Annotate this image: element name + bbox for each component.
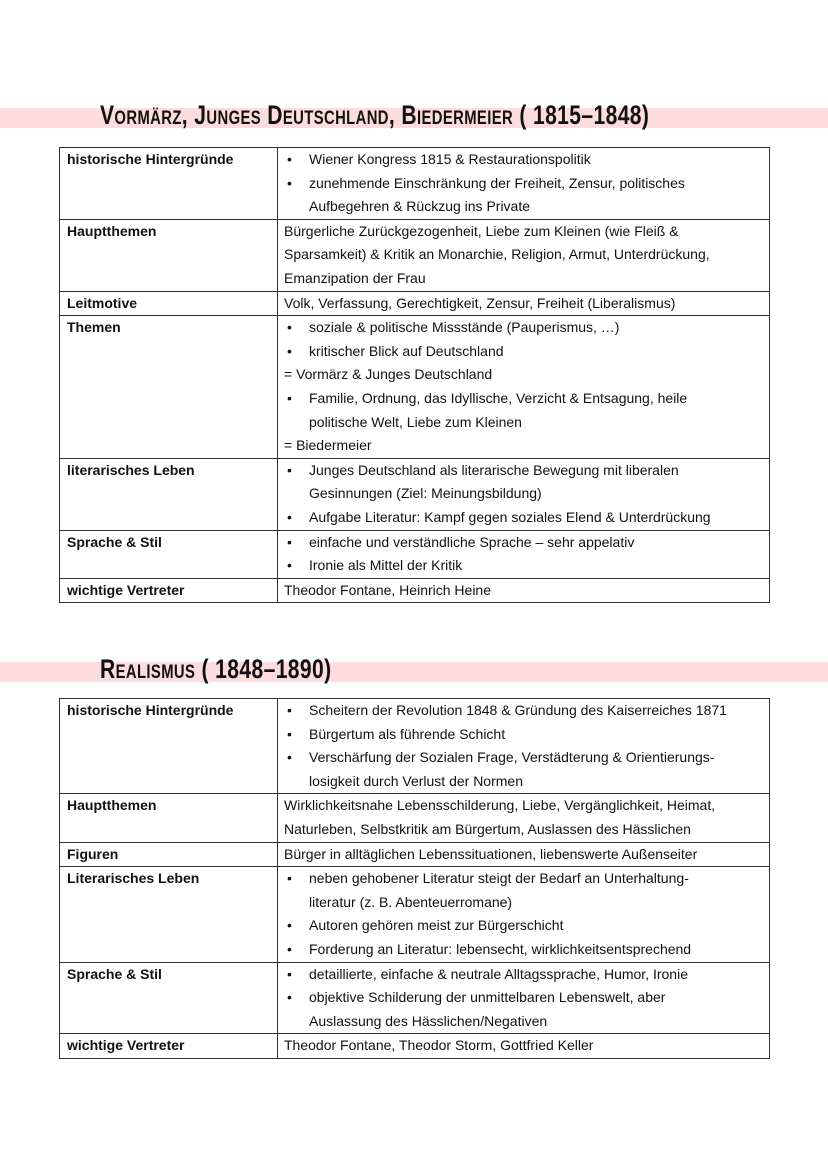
text-line: Bürger in alltäglichen Lebenssituationen, liebenswerte Außenseiter bbox=[284, 845, 698, 862]
row-content bbox=[278, 699, 770, 794]
table-row bbox=[60, 794, 770, 842]
bullet-item bbox=[284, 531, 763, 555]
row-content bbox=[278, 458, 770, 530]
bullet-item bbox=[284, 867, 763, 914]
table-row bbox=[60, 219, 770, 291]
table-row bbox=[60, 148, 770, 220]
row-content bbox=[278, 530, 770, 578]
bullet-icon: • bbox=[287, 965, 292, 982]
text-line: Junges Deutschland als literarische Bewegung mit liberalen bbox=[309, 461, 679, 478]
bullet-item bbox=[284, 699, 763, 723]
text-line: literatur (z. B. Abenteuerromane) bbox=[309, 893, 513, 910]
row-label: Sprache & Stil bbox=[60, 530, 278, 578]
row-label: Hauptthemen bbox=[60, 219, 278, 291]
text-item bbox=[284, 220, 763, 291]
row-content bbox=[278, 842, 770, 867]
bullet-icon: • bbox=[287, 533, 292, 550]
table-row bbox=[60, 316, 770, 459]
section-heading-vormaerz: Vormärz, Junges Deutschland, Biedermeier ( 1815–1848) bbox=[100, 100, 650, 130]
text-line: einfache und verständliche Sprache – sehr appelativ bbox=[309, 533, 635, 550]
row-label: Hauptthemen bbox=[60, 794, 278, 842]
bullet-icon: • bbox=[287, 749, 292, 766]
bullet-icon: • bbox=[287, 870, 292, 887]
text-line: Theodor Fontane, Heinrich Heine bbox=[284, 581, 492, 598]
row-label: Figuren bbox=[60, 842, 278, 867]
bullet-icon: • bbox=[287, 342, 292, 359]
bullet-icon: • bbox=[287, 557, 292, 574]
row-label: Themen bbox=[60, 316, 278, 459]
table-row bbox=[60, 1034, 770, 1059]
bullet-icon: • bbox=[287, 174, 292, 191]
bullet-icon: • bbox=[287, 940, 292, 957]
row-label: Sprache & Stil bbox=[60, 962, 278, 1034]
bullet-icon: • bbox=[287, 725, 292, 742]
text-line: = Vormärz & Junges Deutschland bbox=[284, 366, 493, 383]
bullet-item bbox=[284, 506, 763, 530]
bullet-item bbox=[284, 554, 763, 578]
text-item bbox=[284, 843, 763, 867]
table-row bbox=[60, 867, 770, 962]
text-line: soziale & politische Missstände (Pauperismus, …) bbox=[309, 319, 620, 336]
row-content bbox=[278, 219, 770, 291]
bullet-item bbox=[284, 914, 763, 938]
bullet-item bbox=[284, 148, 763, 172]
text-line: Scheitern der Revolution 1848 & Gründung des Kaiserreiches 1871 bbox=[309, 702, 727, 718]
bullet-item bbox=[284, 938, 763, 962]
row-label: wichtige Vertreter bbox=[60, 1034, 278, 1059]
text-item bbox=[284, 363, 763, 387]
bullet-item bbox=[284, 340, 763, 364]
row-content bbox=[278, 1034, 770, 1059]
text-line: Ironie als Mittel der Kritik bbox=[309, 557, 463, 574]
bullet-icon: • bbox=[287, 461, 292, 478]
text-line: Volk, Verfassung, Gerechtigkeit, Zensur, Freiheit (Liberalismus) bbox=[284, 294, 676, 311]
row-content bbox=[278, 578, 770, 603]
row-label: Literarisches Leben bbox=[60, 867, 278, 962]
section-heading-realismus: Realismus ( 1848–1890) bbox=[100, 654, 332, 684]
row-content bbox=[278, 291, 770, 316]
bullet-item bbox=[284, 746, 763, 793]
text-line: politische Welt, Liebe zum Kleinen bbox=[309, 413, 522, 430]
text-line: Bürgertum als führende Schicht bbox=[309, 725, 506, 742]
text-line: zunehmende Einschränkung der Freiheit, Zensur, politisches bbox=[309, 174, 685, 191]
text-line: objektive Schilderung der unmittelbaren Lebenswelt, aber bbox=[309, 989, 666, 1006]
text-line: Emanzipation der Frau bbox=[284, 269, 426, 286]
bullet-item bbox=[284, 316, 763, 340]
text-line: Wiener Kongress 1815 & Restaurationspolitik bbox=[309, 151, 591, 167]
row-content bbox=[278, 794, 770, 842]
bullet-item bbox=[284, 172, 763, 219]
row-label: wichtige Vertreter bbox=[60, 578, 278, 603]
bullet-item bbox=[284, 459, 763, 506]
text-line: Theodor Fontane, Theodor Storm, Gottfried Keller bbox=[284, 1037, 594, 1054]
bullet-icon: • bbox=[287, 989, 292, 1006]
text-line: Verschärfung der Sozialen Frage, Verstädterung & Orientierungs- bbox=[309, 749, 715, 766]
text-line: detaillierte, einfache & neutrale Alltagssprache, Humor, Ironie bbox=[309, 965, 688, 982]
table-row bbox=[60, 458, 770, 530]
text-item bbox=[284, 434, 763, 458]
table-row bbox=[60, 530, 770, 578]
bullet-icon: • bbox=[287, 702, 292, 718]
text-line: Auslassung des Hässlichen/Negativen bbox=[309, 1012, 548, 1029]
text-line: Wirklichkeitsnahe Lebensschilderung, Liebe, Vergänglichkeit, Heimat, bbox=[284, 797, 716, 814]
row-label: historische Hintergründe bbox=[60, 148, 278, 220]
bullet-icon: • bbox=[287, 151, 292, 167]
row-content bbox=[278, 148, 770, 220]
table-row bbox=[60, 578, 770, 603]
row-label: Leitmotive bbox=[60, 291, 278, 316]
row-content bbox=[278, 962, 770, 1034]
text-line: Gesinnungen (Ziel: Meinungsbildung) bbox=[309, 485, 542, 502]
text-item bbox=[284, 794, 763, 841]
table-row bbox=[60, 962, 770, 1034]
text-line: = Biedermeier bbox=[284, 437, 372, 454]
row-label: historische Hintergründe bbox=[60, 699, 278, 794]
bullet-icon: • bbox=[287, 917, 292, 934]
text-line: Forderung an Literatur: lebensecht, wirklichkeitsentsprechend bbox=[309, 940, 692, 957]
text-line: kritischer Blick auf Deutschland bbox=[309, 342, 504, 359]
row-content bbox=[278, 316, 770, 459]
row-content bbox=[278, 867, 770, 962]
table-row bbox=[60, 291, 770, 316]
text-line: losigkeit durch Verlust der Normen bbox=[309, 772, 523, 789]
bullet-item bbox=[284, 387, 763, 434]
text-line: Naturleben, Selbstkritik am Bürgertum, Auslassen des Hässlichen bbox=[284, 820, 691, 837]
vormaerz-table bbox=[59, 147, 770, 603]
realismus-table bbox=[59, 698, 770, 1059]
row-label: literarisches Leben bbox=[60, 458, 278, 530]
text-item bbox=[284, 292, 763, 316]
text-item bbox=[284, 579, 763, 603]
text-line: Bürgerliche Zurückgezogenheit, Liebe zum Kleinen (wie Fleiß & bbox=[284, 222, 679, 239]
text-line: Aufgabe Literatur: Kampf gegen soziales Elend & Unterdrückung bbox=[309, 508, 711, 525]
text-item bbox=[284, 1034, 763, 1058]
bullet-item bbox=[284, 963, 763, 987]
bullet-icon: • bbox=[287, 319, 292, 336]
text-line: Aufbegehren & Rückzug ins Private bbox=[309, 198, 531, 215]
bullet-item bbox=[284, 723, 763, 747]
text-line: Autoren gehören meist zur Bürgerschicht bbox=[309, 917, 564, 934]
table-row bbox=[60, 842, 770, 867]
text-line: neben gehobener Literatur steigt der Bedarf an Unterhaltung- bbox=[309, 870, 689, 887]
bullet-icon: • bbox=[287, 508, 292, 525]
bullet-icon: • bbox=[287, 389, 292, 406]
bullet-item bbox=[284, 986, 763, 1033]
text-line: Familie, Ordnung, das Idyllische, Verzicht & Entsagung, heile bbox=[309, 389, 688, 406]
text-line: Sparsamkeit) & Kritik an Monarchie, Religion, Armut, Unterdrückung, bbox=[284, 246, 710, 263]
table-row bbox=[60, 699, 770, 794]
